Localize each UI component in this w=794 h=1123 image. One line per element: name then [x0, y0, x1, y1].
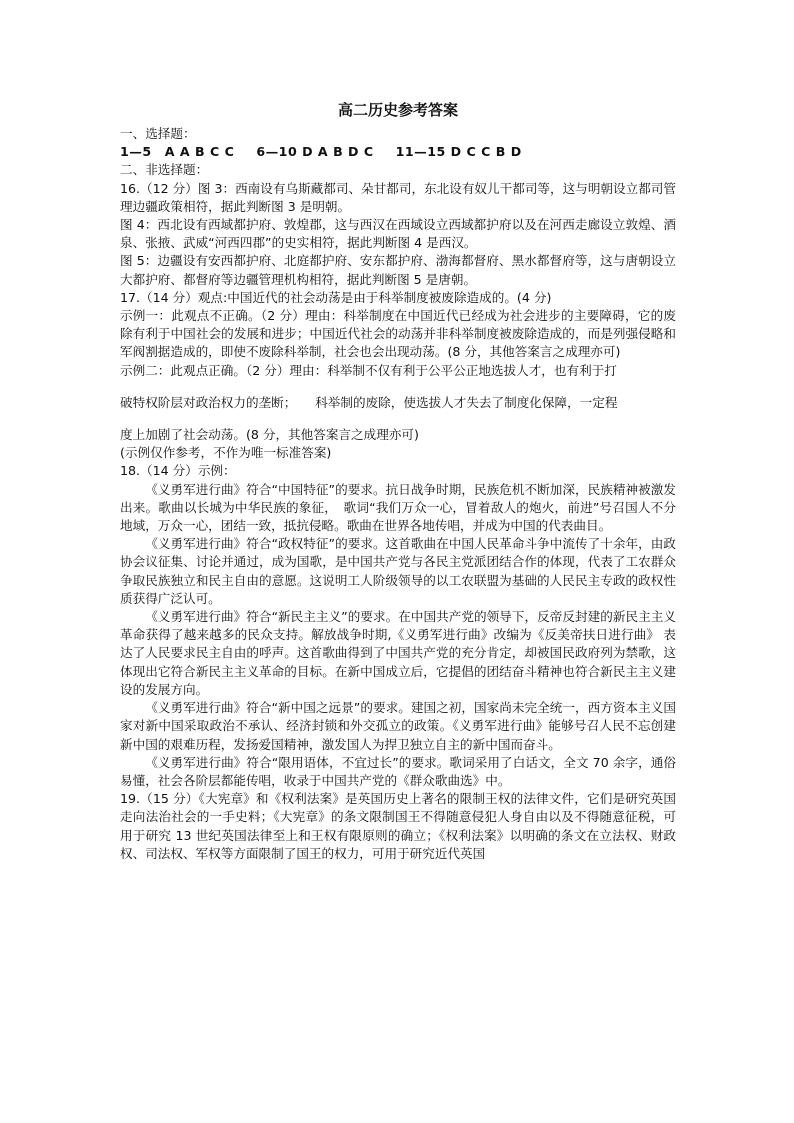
- q16-para-1: 16.（12 分）图 3：西南设有乌斯藏都司、朵甘都司，东北设有奴儿干都司等，这与明朝设立都司管理边疆政策相符，据此判断图 3 是明朝。: [120, 180, 676, 214]
- q18-para-5: 《义勇军进行曲》符合“限用语体，不宜过长”的要求。歌词采用了白话文，全文 70 余字，通俗易懂，社会各阶层都能传唱，收录于中国共产党的《群众歌曲选》中。: [120, 754, 676, 788]
- document-title: 高二历史参考答案: [337, 101, 458, 119]
- document-body: [120, 100, 676, 863]
- answers-group-2: 6—10 D A B D C: [256, 144, 374, 160]
- q16-para-3: 图 5：边疆设有安西都护府、北庭都护府、安东都护府、渤海都督府、黑水都督府等，这与唐朝设立大都护府、都督府等边疆管理机构相符，据此判断图 5 是唐朝。: [120, 253, 676, 287]
- answers-group-1: 1—5 A A B C C: [120, 144, 235, 160]
- part1-heading: 一、选择题：: [120, 126, 196, 141]
- q17-para-5: 度上加剧了社会动荡。(8 分，其他答案言之成理亦可): [120, 427, 419, 443]
- answers-group-3: 11—15 D C C B D: [395, 144, 522, 160]
- q17-para-2: 示例一：此观点不正确。（2 分）理由：科举制度在中国近代已经成为社会进步的主要障碍，它的废除有利于中国社会的发展和进步；中国近代社会的动荡并非科举制度被废除造成的，而是列强侵略和军阀割据造成的，即使不废除科举制，社会也会出现动荡。(8 分，其他答案言之成理亦可): [120, 308, 676, 360]
- q18-para-2: 《义勇军进行曲》符合“政权特征”的要求。这首歌曲在中国人民革命斗争中流传了十余年，由政协会议征集、讨论并通过，成为国歌，是中国共产党与各民主党派团结合作的体现，代表了工农群众争取民族独立和民主自由的意愿。这说明工人阶级领导的以工农联盟为基础的人民民主专政的政权性质获得广泛认可。: [120, 536, 676, 606]
- q17-para-6: (示例仅作参考，不作为唯一标准答案): [120, 445, 332, 461]
- q18-heading: 18.（14 分）示例：: [120, 463, 236, 479]
- q17-para-3: 示例二：此观点正确。（2 分）理由：科举制不仅有利于公平公正地选拔人才，也有利于打: [120, 362, 617, 378]
- q17-para-1: 17.（14 分）观点:中国近代的社会动荡是由于科举制度被废除造成的。(4 分): [120, 289, 552, 305]
- choice-answers: [120, 143, 676, 161]
- q17-para-4: 破特权阶层对政治权力的垄断； 科举制的废除，使选拔人才失去了制度化保障，一定程: [120, 394, 618, 410]
- part2-heading: 二、非选择题：: [120, 162, 209, 178]
- q18-para-4: 《义勇军进行曲》符合“新中国之远景”的要求。建国之初，国家尚未完全统一，西方资本主义国家对新中国采取政治不承认、经济封锁和外交孤立的政策。《义勇军进行曲》能够号召人民不忘创建新中国的艰难历程，发扬爱国精神，激发国人为捍卫独立自主的新中国而奋斗。: [120, 700, 676, 752]
- q19-para-1: 19.（15 分）《大宪章》和《权利法案》是英国历史上著名的限制王权的法律文件，它们是研究英国走向法治社会的一手史料；《大宪章》的条文限制国王不得随意侵犯人身自由以及不得随意征税，可用于研究 13 世纪英国法律至上和王权有限原则的确立；《权利法案》以明确的条文在立法权、财政权、司法权、军权等方面限制了国王的权力，可用于研究近代英国: [120, 791, 676, 861]
- q18-para-1: 《义勇军进行曲》符合“中国特征”的要求。抗日战争时期，民族危机不断加深，民族精神被激发出来。歌曲以长城为中华民族的象征， 歌词“我们万众一心，冒着敌人的炮火，前进”号召国人不分地域，万众一心，团结一致，抵抗侵略。歌曲在世界各地传唱，并成为中国的代表曲目。: [120, 481, 676, 534]
- q18-para-3: 《义勇军进行曲》符合“新民主主义”的要求。在中国共产党的领导下，反帝反封建的新民主主义革命获得了越来越多的民众支持。解放战争时期,《义勇军进行曲》改编为《反美帝扶日进行曲》 表达了人民要求民主自由的呼声。这首歌曲得到了中国共产党的充分肯定，却被国民政府列为禁歌，这体现出它符合新民主主义革命的目标。在新中国成立后，它提倡的团结奋斗精神也符合新民主主义建设的发展方向。: [120, 609, 676, 697]
- q16-para-2: 图 4：西北设有西域都护府、敦煌郡，这与西汉在西域设立西域都护府以及在河西走廊设立敦煌、酒泉、张掖、武威“河西四郡”的史实相符，据此判断图 4 是西汉。: [120, 217, 676, 251]
